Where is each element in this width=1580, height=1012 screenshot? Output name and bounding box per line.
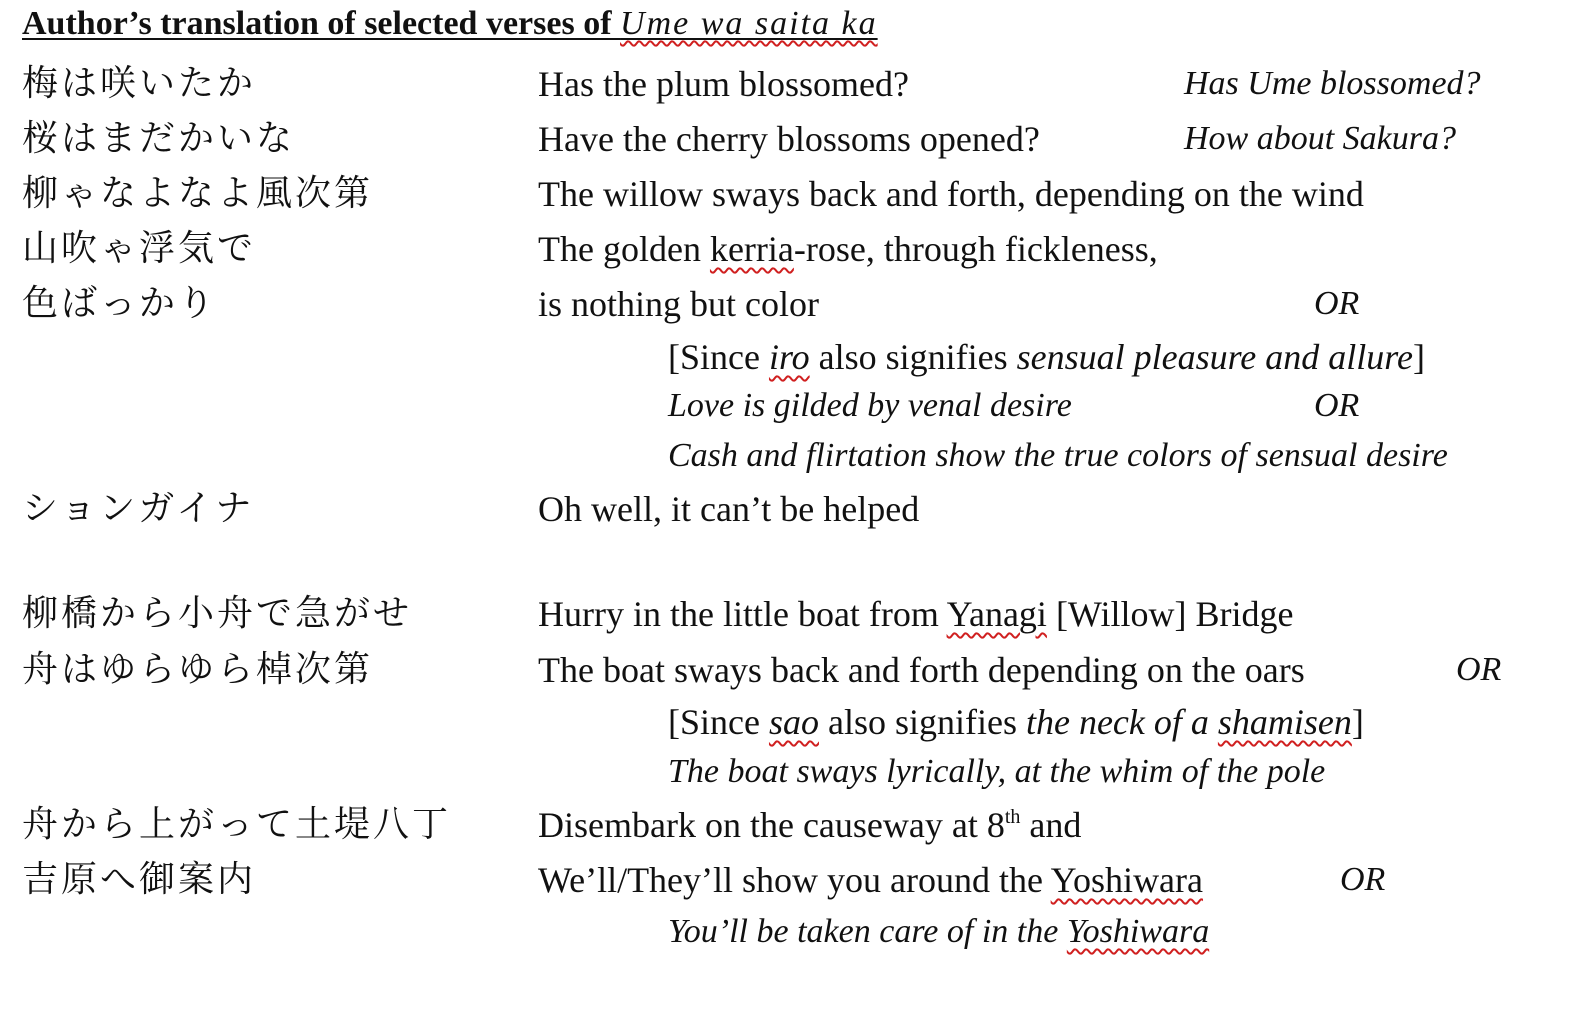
alt-line-cherry: How about Sakura? xyxy=(1184,120,1456,157)
en-text: ] xyxy=(1351,702,1364,742)
spellcheck-word: Yoshiwara xyxy=(1050,860,1204,900)
en-text: The golden xyxy=(538,229,710,269)
jp-verse-line: 梅は咲いたか xyxy=(22,63,257,104)
spellcheck-word: Yoshiwara xyxy=(1066,913,1210,950)
en-text-italic: sensual pleasure and allure xyxy=(1016,337,1413,377)
document-title xyxy=(22,2,878,46)
en-line-disembark xyxy=(538,803,1081,847)
en-note-iro xyxy=(668,335,1425,379)
en-text: [Since xyxy=(668,337,769,377)
jp-verse-line: 舟から上がって土堤八丁 xyxy=(22,804,452,845)
jp-verse-line: 柳橋から小舟で急がせ xyxy=(22,593,413,634)
en-text: and xyxy=(1020,805,1082,845)
en-line-show xyxy=(538,858,1203,902)
title-prefix: Author’s translation of selected verses of xyxy=(22,5,621,42)
alt-line-cash: Cash and flirtation show the true colors of sensual desire xyxy=(668,437,1448,474)
or-label: OR xyxy=(1314,285,1360,322)
en-line-plum: Has the plum blossomed? xyxy=(538,64,909,104)
alt-line-pole: The boat sways lyrically, at the whim of the pole xyxy=(668,753,1326,790)
spellcheck-word: iro xyxy=(768,337,810,377)
en-text: also signifies xyxy=(809,337,1017,377)
song-title: Ume wa saita ka xyxy=(620,5,878,42)
alt-line-plum: Has Ume blossomed? xyxy=(1184,65,1481,102)
en-line-cherry: Have the cherry blossoms opened? xyxy=(538,119,1040,159)
jp-verse-line: 柳ゃなよなよ風次第 xyxy=(22,173,374,214)
jp-verse-line: ションガイナ xyxy=(22,488,255,529)
en-line-hurry xyxy=(538,592,1293,636)
en-note-sao xyxy=(668,700,1364,744)
en-text: [Willow] Bridge xyxy=(1046,594,1294,634)
en-text: also signifies xyxy=(818,702,1026,742)
en-line-boat: The boat sways back and forth depending on the oars xyxy=(538,650,1305,690)
superscript: th xyxy=(1004,806,1021,828)
spellcheck-word: kerria xyxy=(709,229,794,269)
jp-verse-line: 桜はまだかいな xyxy=(22,118,296,159)
en-text: Disembark on the causeway at 8 xyxy=(538,805,1005,845)
jp-verse-line: 山吹ゃ浮気で xyxy=(22,228,257,269)
en-text-italic: You’ll be taken care of in the xyxy=(668,913,1067,950)
spellcheck-word: sao xyxy=(768,702,819,742)
or-label: OR xyxy=(1456,651,1502,688)
jp-verse-line: 色ばっかり xyxy=(22,283,218,324)
en-line-oh-well: Oh well, it can’t be helped xyxy=(538,489,920,529)
en-text: We’ll/They’ll show you around the xyxy=(538,860,1051,900)
en-text: ] xyxy=(1412,337,1425,377)
alt-line-love: Love is gilded by venal desire xyxy=(668,387,1072,424)
en-line-kerria xyxy=(538,227,1158,271)
en-line-willow: The willow sways back and forth, depending on the wind xyxy=(538,174,1364,214)
alt-line-taken xyxy=(668,910,1209,954)
en-text: Hurry in the little boat from xyxy=(538,594,947,634)
en-text-italic: the neck of a xyxy=(1025,702,1218,742)
spellcheck-word: Yanagi xyxy=(946,594,1047,634)
jp-verse-line: 舟はゆらゆら棹次第 xyxy=(22,649,374,690)
en-text: -rose, through fickleness, xyxy=(793,229,1158,269)
en-line-color: is nothing but color xyxy=(538,284,819,324)
or-label: OR xyxy=(1314,387,1360,424)
or-label: OR xyxy=(1340,861,1386,898)
spellcheck-word: shamisen xyxy=(1217,702,1352,742)
jp-verse-line: 吉原へ御案内 xyxy=(22,859,257,900)
en-text: [Since xyxy=(668,702,769,742)
